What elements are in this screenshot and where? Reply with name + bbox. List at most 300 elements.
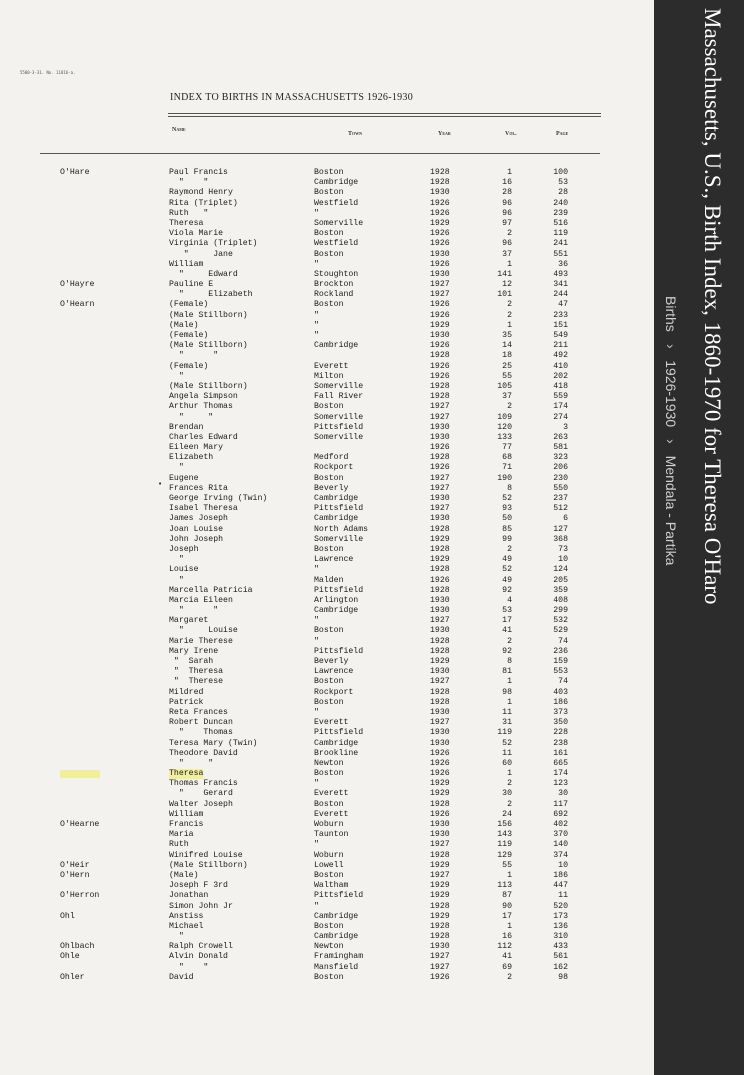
page-cell: 36 [558,259,568,269]
town-cell: " [314,707,319,717]
table-row [0,902,654,912]
top-rule [168,113,601,114]
volume-cell: 96 [502,198,512,208]
town-cell: Brookline [314,748,359,758]
table-row [0,484,654,494]
table-row [0,596,654,606]
volume-cell: 85 [502,524,512,534]
volume-cell: 31 [502,718,512,728]
header-rule [40,153,600,154]
name-cell: Raymond Henry [169,188,233,198]
page-cell: 173 [553,911,568,921]
year-cell: 1928 [430,168,450,177]
name-cell: Arthur Thomas [169,402,233,412]
page-cell: 341 [553,280,568,290]
town-cell: Newton [314,758,344,768]
table-row [0,789,654,799]
page-cell: 492 [553,351,568,361]
volume-cell: 37 [502,392,512,402]
top-rule-double [168,116,601,117]
name-cell: (Female) [169,361,209,371]
name-cell: Maria [169,830,194,840]
table-row [0,402,654,412]
name-cell: Joseph F 3rd [169,881,228,891]
page-cell: 240 [553,198,568,208]
table-row [0,952,654,962]
table-row [0,759,654,769]
year-cell: 1928 [430,585,450,595]
year-cell: 1929 [430,555,450,565]
breadcrumb-range[interactable]: Mendala - Partika [663,455,679,566]
breadcrumb-births[interactable]: Births [663,296,679,332]
page-cell: 6 [563,514,568,524]
page-cell: 237 [553,494,568,503]
name-cell: Winifred Louise [169,850,243,860]
name-cell: Joan Louise [169,524,224,534]
town-cell: Malden [314,575,344,585]
surname-cell: Ohlbach [60,942,95,952]
chevron-right-icon: › [663,343,679,349]
table-row [0,891,654,901]
year-cell: 1928 [430,381,450,391]
chevron-right-icon: › [663,439,679,444]
volume-cell: 49 [502,575,512,585]
town-cell: Somerville [314,218,364,228]
town-cell: Boston [314,473,344,483]
page-cell: 241 [553,239,568,249]
year-cell: 1926 [430,972,450,982]
volume-cell: 113 [497,881,512,891]
town-cell: Somerville [314,534,364,544]
page-cell: 10 [558,860,568,870]
year-cell: 1930 [430,606,450,616]
page-cell: 408 [553,595,568,605]
town-cell: Boston [314,921,344,931]
year-cell: 1930 [430,830,450,840]
name-cell: " " [169,758,214,768]
volume-cell: 37 [502,249,512,259]
col-head-name: Name [172,127,186,133]
town-cell: Brockton [314,280,354,290]
year-cell: 1926 [430,371,450,381]
year-cell: 1930 [430,249,450,259]
name-cell: Isabel Theresa [169,504,238,514]
name-cell: " Therese [169,677,224,687]
town-cell: Cambridge [314,514,359,524]
name-cell: " [169,575,184,585]
page-cell: 127 [553,524,568,534]
name-cell: " Theresa [169,667,224,677]
name-cell: Walter Joseph [169,799,233,809]
table-row [0,616,654,626]
table-row [0,474,654,484]
year-cell: 1927 [430,412,450,422]
name-cell: " Louise [169,626,238,636]
name-cell: Eugene [169,473,199,483]
volume-cell: 92 [502,646,512,656]
volume-cell: 25 [502,361,512,371]
volume-cell: 52 [502,738,512,748]
year-cell: 1928 [430,544,450,554]
year-cell: 1929 [430,860,450,870]
volume-cell: 96 [502,208,512,218]
year-cell: 1926 [430,229,450,239]
year-cell: 1930 [430,188,450,198]
year-cell: 1929 [430,779,450,789]
breadcrumb-years[interactable]: 1926-1930 [663,360,679,428]
volume-cell: 60 [502,758,512,768]
table-row [0,525,654,535]
year-cell: 1927 [430,280,450,290]
table-row [0,830,654,840]
page-cell: 123 [553,779,568,789]
volume-cell: 98 [502,687,512,697]
name-cell: Anstiss [169,911,204,921]
table-row [0,199,654,209]
name-cell: Virginia (Triplet) [169,239,258,249]
table-row [0,810,654,820]
name-cell: Charles Edward [169,432,238,442]
table-row [0,708,654,718]
year-cell: 1926 [430,208,450,218]
year-cell: 1930 [430,626,450,636]
name-cell: Simon John Jr [169,901,233,911]
year-cell: 1927 [430,616,450,626]
name-cell: Louise [169,565,199,575]
year-cell: 1926 [430,198,450,208]
volume-cell: 133 [497,432,512,442]
table-row [0,280,654,290]
year-cell: 1927 [430,290,450,300]
volume-cell: 30 [502,789,512,799]
volume-cell: 41 [502,952,512,962]
town-cell: Woburn [314,850,344,860]
year-cell: 1929 [430,911,450,921]
volume-cell: 92 [502,585,512,595]
year-cell: 1930 [430,942,450,952]
name-cell: Robert Duncan [169,718,233,728]
year-cell: 1928 [430,524,450,534]
name-cell: (Male Stillborn) [169,310,248,320]
name-cell: (Male) [169,320,199,330]
table-row [0,494,654,504]
town-cell: Beverly [314,483,349,493]
table-row [0,881,654,891]
name-cell: John Joseph [169,534,224,544]
year-cell: 1930 [430,707,450,717]
volume-cell: 2 [507,779,512,789]
town-cell: " [314,636,319,646]
volume-cell: 12 [502,280,512,290]
volume-cell: 105 [497,381,512,391]
town-cell: Cambridge [314,606,359,616]
volume-cell: 1 [507,320,512,330]
year-cell: 1927 [430,473,450,483]
town-cell: Rockport [314,687,354,697]
town-cell: Cambridge [314,932,359,942]
town-cell: Rockport [314,463,354,473]
town-cell: " [314,901,319,911]
town-cell: " [314,779,319,789]
volume-cell: 14 [502,341,512,351]
page-cell: 299 [553,606,568,616]
name-cell: Frances Rita [169,483,228,493]
name-cell: " Elizabeth [169,290,253,300]
town-cell: Boston [314,300,344,310]
table-row [0,840,654,850]
surname-cell: O'Hearn [60,300,95,310]
year-cell: 1927 [430,840,450,850]
town-cell: Westfield [314,198,359,208]
volume-cell: 2 [507,799,512,809]
town-cell: Woburn [314,820,344,829]
page-cell: 665 [553,758,568,768]
year-cell: 1928 [430,636,450,646]
table-row [0,688,654,698]
volume-cell: 16 [502,932,512,942]
volume-cell: 97 [502,218,512,228]
table-row [0,260,654,270]
volume-cell: 18 [502,351,512,361]
town-cell: Arlington [314,595,359,605]
name-cell: William [169,259,204,269]
town-cell: " [314,565,319,575]
year-cell: 1928 [430,687,450,697]
page-cell: 418 [553,381,568,391]
table-row [0,300,654,310]
volume-cell: 112 [497,942,512,952]
town-cell: Boston [314,229,344,239]
page-cell: 206 [553,463,568,473]
page-cell: 161 [553,748,568,758]
year-cell: 1930 [430,820,450,829]
name-cell: (Male Stillborn) [169,341,248,351]
volume-cell: 2 [507,229,512,239]
town-cell: Boston [314,870,344,880]
page-cell: 581 [553,443,568,453]
name-cell: " [169,463,184,473]
name-cell: " " [169,412,214,422]
year-cell: 1927 [430,870,450,880]
name-cell: Theresa [169,218,204,228]
page-cell: 205 [553,575,568,585]
table-row [0,311,654,321]
town-cell: Fall River [314,392,364,402]
town-cell: Framingham [314,952,364,962]
volume-cell: 28 [502,188,512,198]
town-cell: Boston [314,188,344,198]
volume-cell: 2 [507,310,512,320]
table-row [0,800,654,810]
volume-cell: 143 [497,830,512,840]
name-cell: Ruth " [169,208,209,218]
volume-cell: 50 [502,514,512,524]
table-row [0,942,654,952]
town-cell: Cambridge [314,494,359,503]
page-cell: 512 [553,504,568,514]
page-cell: 263 [553,432,568,442]
volume-cell: 52 [502,494,512,503]
year-cell: 1926 [430,748,450,758]
volume-cell: 53 [502,606,512,616]
page-cell: 10 [558,555,568,565]
volume-cell: 8 [507,657,512,666]
year-cell: 1930 [430,269,450,279]
table-row [0,229,654,239]
name-cell: Theresa [169,769,204,779]
town-cell: Pittsfield [314,585,364,595]
volume-cell: 190 [497,473,512,483]
name-cell: Teresa Mary (Twin) [169,738,258,748]
year-cell: 1927 [430,677,450,687]
volume-cell: 71 [502,463,512,473]
record-title: Massachusetts, U.S., Birth Index, 1860-1970 for Theresa O'Haro [700,8,725,605]
surname-cell: O'Hare [60,168,90,177]
page-cell: 140 [553,840,568,850]
year-cell: 1930 [430,667,450,677]
bullet-mark: • [158,480,163,488]
page-cell: 136 [553,921,568,931]
year-cell: 1930 [430,494,450,503]
year-cell: 1926 [430,361,450,371]
town-cell: Everett [314,361,349,371]
page-cell: 551 [553,249,568,259]
table-row [0,341,654,351]
table-row [0,861,654,871]
town-cell: Boston [314,697,344,707]
page-cell: 310 [553,932,568,942]
volume-cell: 24 [502,809,512,819]
volume-cell: 55 [502,860,512,870]
volume-cell: 1 [507,677,512,687]
volume-cell: 90 [502,901,512,911]
name-cell: Rita (Triplet) [169,198,238,208]
year-cell: 1929 [430,320,450,330]
town-cell: Boston [314,769,344,779]
town-cell: Pittsfield [314,646,364,656]
year-cell: 1928 [430,901,450,911]
table-row [0,209,654,219]
table-row [0,647,654,657]
volume-cell: 55 [502,371,512,381]
volume-cell: 2 [507,544,512,554]
page-cell: 402 [553,820,568,829]
town-cell: Lowell [314,860,344,870]
name-cell: Michael [169,921,204,931]
table-row [0,932,654,942]
page-cell: 174 [553,769,568,779]
town-cell: Cambridge [314,738,359,748]
page-cell: 274 [553,412,568,422]
name-cell: Mary Irene [169,646,219,656]
volume-cell: 156 [497,820,512,829]
page-cell: 230 [553,473,568,483]
table-row [0,769,654,779]
volume-cell: 99 [502,534,512,544]
table-row [0,545,654,555]
table-row [0,270,654,280]
page-cell: 186 [553,870,568,880]
page-cell: 692 [553,809,568,819]
name-cell: Joseph [169,544,199,554]
volume-cell: 1 [507,921,512,931]
table-row [0,351,654,361]
name-cell: Viola Marie [169,229,224,239]
col-head-page: Page [556,131,569,137]
volume-cell: 93 [502,504,512,514]
table-row [0,626,654,636]
volume-cell: 16 [502,178,512,188]
year-cell: 1929 [430,657,450,666]
breadcrumb [662,296,680,565]
surname-cell: Ohler [60,972,85,982]
name-cell: (Female) [169,300,209,310]
page-cell: 74 [558,677,568,687]
volume-cell: 35 [502,331,512,340]
town-cell: Waltham [314,881,349,891]
town-cell: Lawrence [314,667,354,677]
page-cell: 28 [558,188,568,198]
name-cell: Angela Simpson [169,392,238,402]
year-cell: 1928 [430,453,450,463]
year-cell: 1926 [430,310,450,320]
page-cell: 100 [553,168,568,177]
year-cell: 1927 [430,504,450,514]
table-row [0,667,654,677]
town-cell: " [314,331,319,340]
name-cell: " " [169,178,209,188]
name-cell: " Thomas [169,728,233,738]
town-cell: Pittsfield [314,891,364,901]
name-cell: " " [169,351,219,361]
year-cell: 1930 [430,432,450,442]
town-cell: Cambridge [314,341,359,351]
table-row [0,392,654,402]
name-cell: William [169,809,204,819]
page-cell: 74 [558,636,568,646]
town-cell: Rockland [314,290,354,300]
town-cell: Everett [314,809,349,819]
year-cell: 1930 [430,514,450,524]
surname-cell: O'Herron [60,891,100,901]
town-cell: Boston [314,402,344,412]
name-cell: Theodore David [169,748,238,758]
town-cell: Medford [314,453,349,463]
year-cell: 1930 [430,738,450,748]
page-cell: 532 [553,616,568,626]
volume-cell: 141 [497,269,512,279]
name-cell: Marcia Eileen [169,595,233,605]
volume-cell: 17 [502,911,512,921]
name-cell: " " [169,962,209,972]
table-row [0,963,654,973]
table-row [0,606,654,616]
table-row [0,413,654,423]
volume-cell: 81 [502,667,512,677]
page-cell: 159 [553,657,568,666]
town-cell: Somerville [314,381,364,391]
page-cell: 233 [553,310,568,320]
name-cell: " " [169,606,219,616]
year-cell: 1929 [430,218,450,228]
table-row [0,698,654,708]
year-cell: 1927 [430,718,450,728]
table-row [0,250,654,260]
name-cell: Margaret [169,616,209,626]
page-cell: 373 [553,707,568,717]
page-cell: 30 [558,789,568,799]
page-cell: 359 [553,585,568,595]
